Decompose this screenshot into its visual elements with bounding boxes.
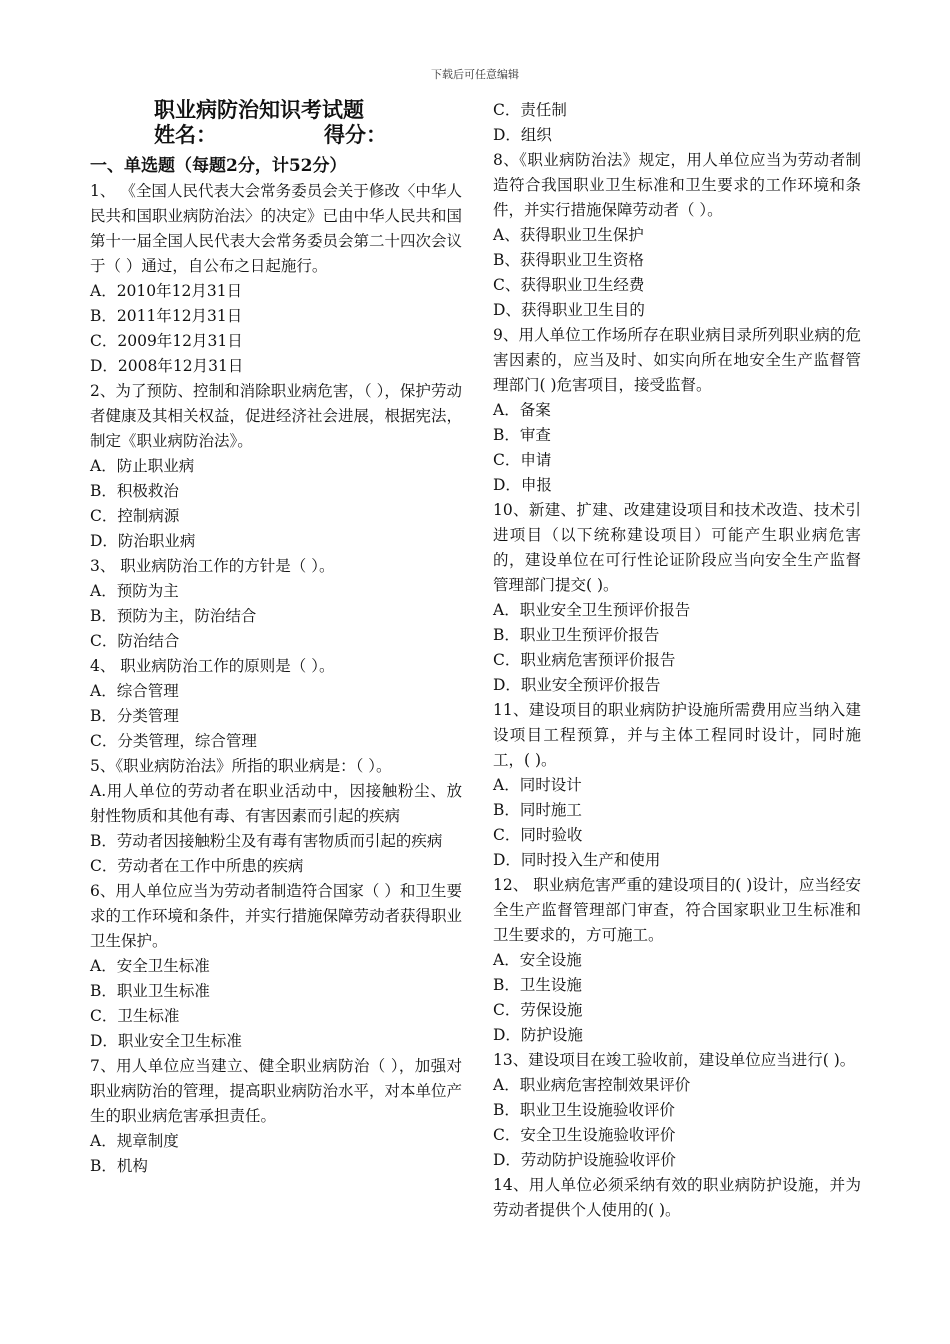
question-text: 12、 职业病危害严重的建设项目的( )设计，应当经安全生产监督管理部门审查，符合国家职业卫生标准和卫生要求的，方可施工。 — [493, 876, 861, 944]
answer-option: D．职业安全卫生标准 — [90, 1032, 242, 1050]
answer-option: A．职业病危害控制效果评价 — [493, 1076, 691, 1094]
answer-option: A．备案 — [493, 401, 551, 419]
answer-option: A．防止职业病 — [90, 457, 195, 475]
section-heading: 一、单选题（每题2分，计52分） — [90, 156, 347, 176]
answer-option: C、获得职业卫生经费 — [493, 276, 645, 294]
answer-option: A．综合管理 — [90, 682, 179, 700]
answer-option: B．预防为主，防治结合 — [90, 607, 257, 625]
question-text: 1、 《全国人民代表大会常务委员会关于修改〈中华人民共和国职业病防治法〉的决定》已由中华人民共和国第十一届全国人民代表大会常务委员会第二十四次会议于（ ）通过，自公布之日起施行。 — [90, 182, 463, 275]
question-text: 11、建设项目的职业病防护设施所需费用应当纳入建设项目工程预算，并与主体工程同时设计，同时施工，( )。 — [493, 701, 861, 769]
score-label: 得分： — [324, 123, 387, 147]
question-text: 9、用人单位工作场所存在职业病目录所列职业病的危害因素的，应当及时、如实向所在地安全生产监督管理部门( )危害项目，接受监督。 — [493, 326, 861, 394]
answer-option: C．职业病危害预评价报告 — [493, 651, 676, 669]
left-question-list — [90, 179, 462, 1179]
name-score-line — [154, 123, 462, 148]
question-text: 13、建设项目在竣工验收前，建设单位应当进行( )。 — [493, 1051, 856, 1069]
answer-option: C．申请 — [493, 451, 552, 469]
answer-option: A．预防为主 — [90, 582, 179, 600]
answer-option: B．职业卫生设施验收评价 — [493, 1101, 675, 1119]
answer-option: D．同时投入生产和使用 — [493, 851, 661, 869]
answer-option: D．防治职业病 — [90, 532, 196, 550]
answer-option: D．组织 — [493, 126, 552, 144]
answer-option: A．同时设计 — [493, 776, 582, 794]
question-text: 5、《职业病防治法》所指的职业病是：（ ）。 — [90, 757, 392, 775]
answer-option: B．分类管理 — [90, 707, 179, 725]
exam-title-block — [154, 98, 462, 148]
question-text: 2、为了预防、控制和消除职业病危害，（ ），保护劳动者健康及其相关权益，促进经济社会进展，根据宪法，制定《职业病防治法》。 — [90, 382, 463, 450]
answer-option: B、获得职业卫生资格 — [493, 251, 644, 269]
answer-option: D．劳动防护设施验收评价 — [493, 1151, 676, 1169]
question-text: 10、新建、扩建、改建建设项目和技术改造、技术引进项目（以下统称建设项目）可能产生职业病危害的，建设单位在可行性论证阶段应当向安全生产监督管理部门提交( )。 — [493, 501, 861, 594]
question-text: 4、 职业病防治工作的原则是（ ）。 — [90, 657, 335, 675]
answer-option: C．责任制 — [493, 101, 567, 119]
answer-option: D．申报 — [493, 476, 552, 494]
answer-option: C．卫生标准 — [90, 1007, 180, 1025]
answer-option: C．防治结合 — [90, 632, 180, 650]
left-column — [90, 98, 462, 1179]
answer-option: A．安全卫生标准 — [90, 957, 210, 975]
answer-option: C．劳动者在工作中所患的疾病 — [90, 857, 304, 875]
right-column — [493, 98, 861, 1223]
exam-title: 职业病防治知识考试题 — [154, 98, 364, 122]
answer-option: C．2009年12月31日 — [90, 332, 243, 350]
question-text: 14、用人单位必须采纳有效的职业病防护设施，并为劳动者提供个人使用的( )。 — [493, 1176, 861, 1219]
name-label: 姓名： — [154, 123, 217, 147]
question-text: 3、 职业病防治工作的方针是（ ）。 — [90, 557, 335, 575]
question-text: 8、《职业病防治法》规定，用人单位应当为劳动者制造符合我国职业卫生标准和卫生要求的工作环境和条件，并实行措施保障劳动者（ ）。 — [493, 151, 861, 219]
answer-option: B．劳动者因接触粉尘及有毒有害物质而引起的疾病 — [90, 832, 443, 850]
question-text: 7、用人单位应当建立、健全职业病防治（ ），加强对职业病防治的管理，提高职业病防治水平，对本单位产生的职业病危害承担责任。 — [90, 1057, 463, 1125]
answer-option: A．2010年12月31日 — [90, 282, 243, 300]
answer-option: D．防护设施 — [493, 1026, 583, 1044]
answer-option: C．劳保设施 — [493, 1001, 583, 1019]
answer-option: C．控制病源 — [90, 507, 180, 525]
answer-option: B．职业卫生预评价报告 — [493, 626, 660, 644]
answer-option: B．同时施工 — [493, 801, 582, 819]
answer-option: B．卫生设施 — [493, 976, 582, 994]
right-question-list — [493, 98, 861, 1223]
answer-option: A、获得职业卫生保护 — [493, 226, 644, 244]
answer-option: A．安全设施 — [493, 951, 582, 969]
question-text: 6、用人单位应当为劳动者制造符合国家（ ）和卫生要求的工作环境和条件，并实行措施保障劳动者获得职业卫生保护。 — [90, 882, 463, 950]
answer-option: B．职业卫生标准 — [90, 982, 210, 1000]
answer-option: A．职业安全卫生预评价报告 — [493, 601, 691, 619]
answer-option: A．规章制度 — [90, 1132, 179, 1150]
answer-option: B．机构 — [90, 1157, 148, 1175]
answer-option: A.用人单位的劳动者在职业活动中，因接触粉尘、放射性物质和其他有毒、有害因素而引起的疾病 — [90, 782, 462, 825]
answer-option: C．同时验收 — [493, 826, 583, 844]
answer-option: D、获得职业卫生目的 — [493, 301, 645, 319]
answer-option: C．安全卫生设施验收评价 — [493, 1126, 676, 1144]
answer-option: B．积极救治 — [90, 482, 179, 500]
answer-option: D．2008年12月31日 — [90, 357, 244, 375]
answer-option: D．职业安全预评价报告 — [493, 676, 661, 694]
answer-option: B．2011年12月31日 — [90, 307, 243, 325]
answer-option: B．审查 — [493, 426, 551, 444]
answer-option: C．分类管理，综合管理 — [90, 732, 257, 750]
page-header: 下载后可任意编辑 — [431, 68, 519, 81]
